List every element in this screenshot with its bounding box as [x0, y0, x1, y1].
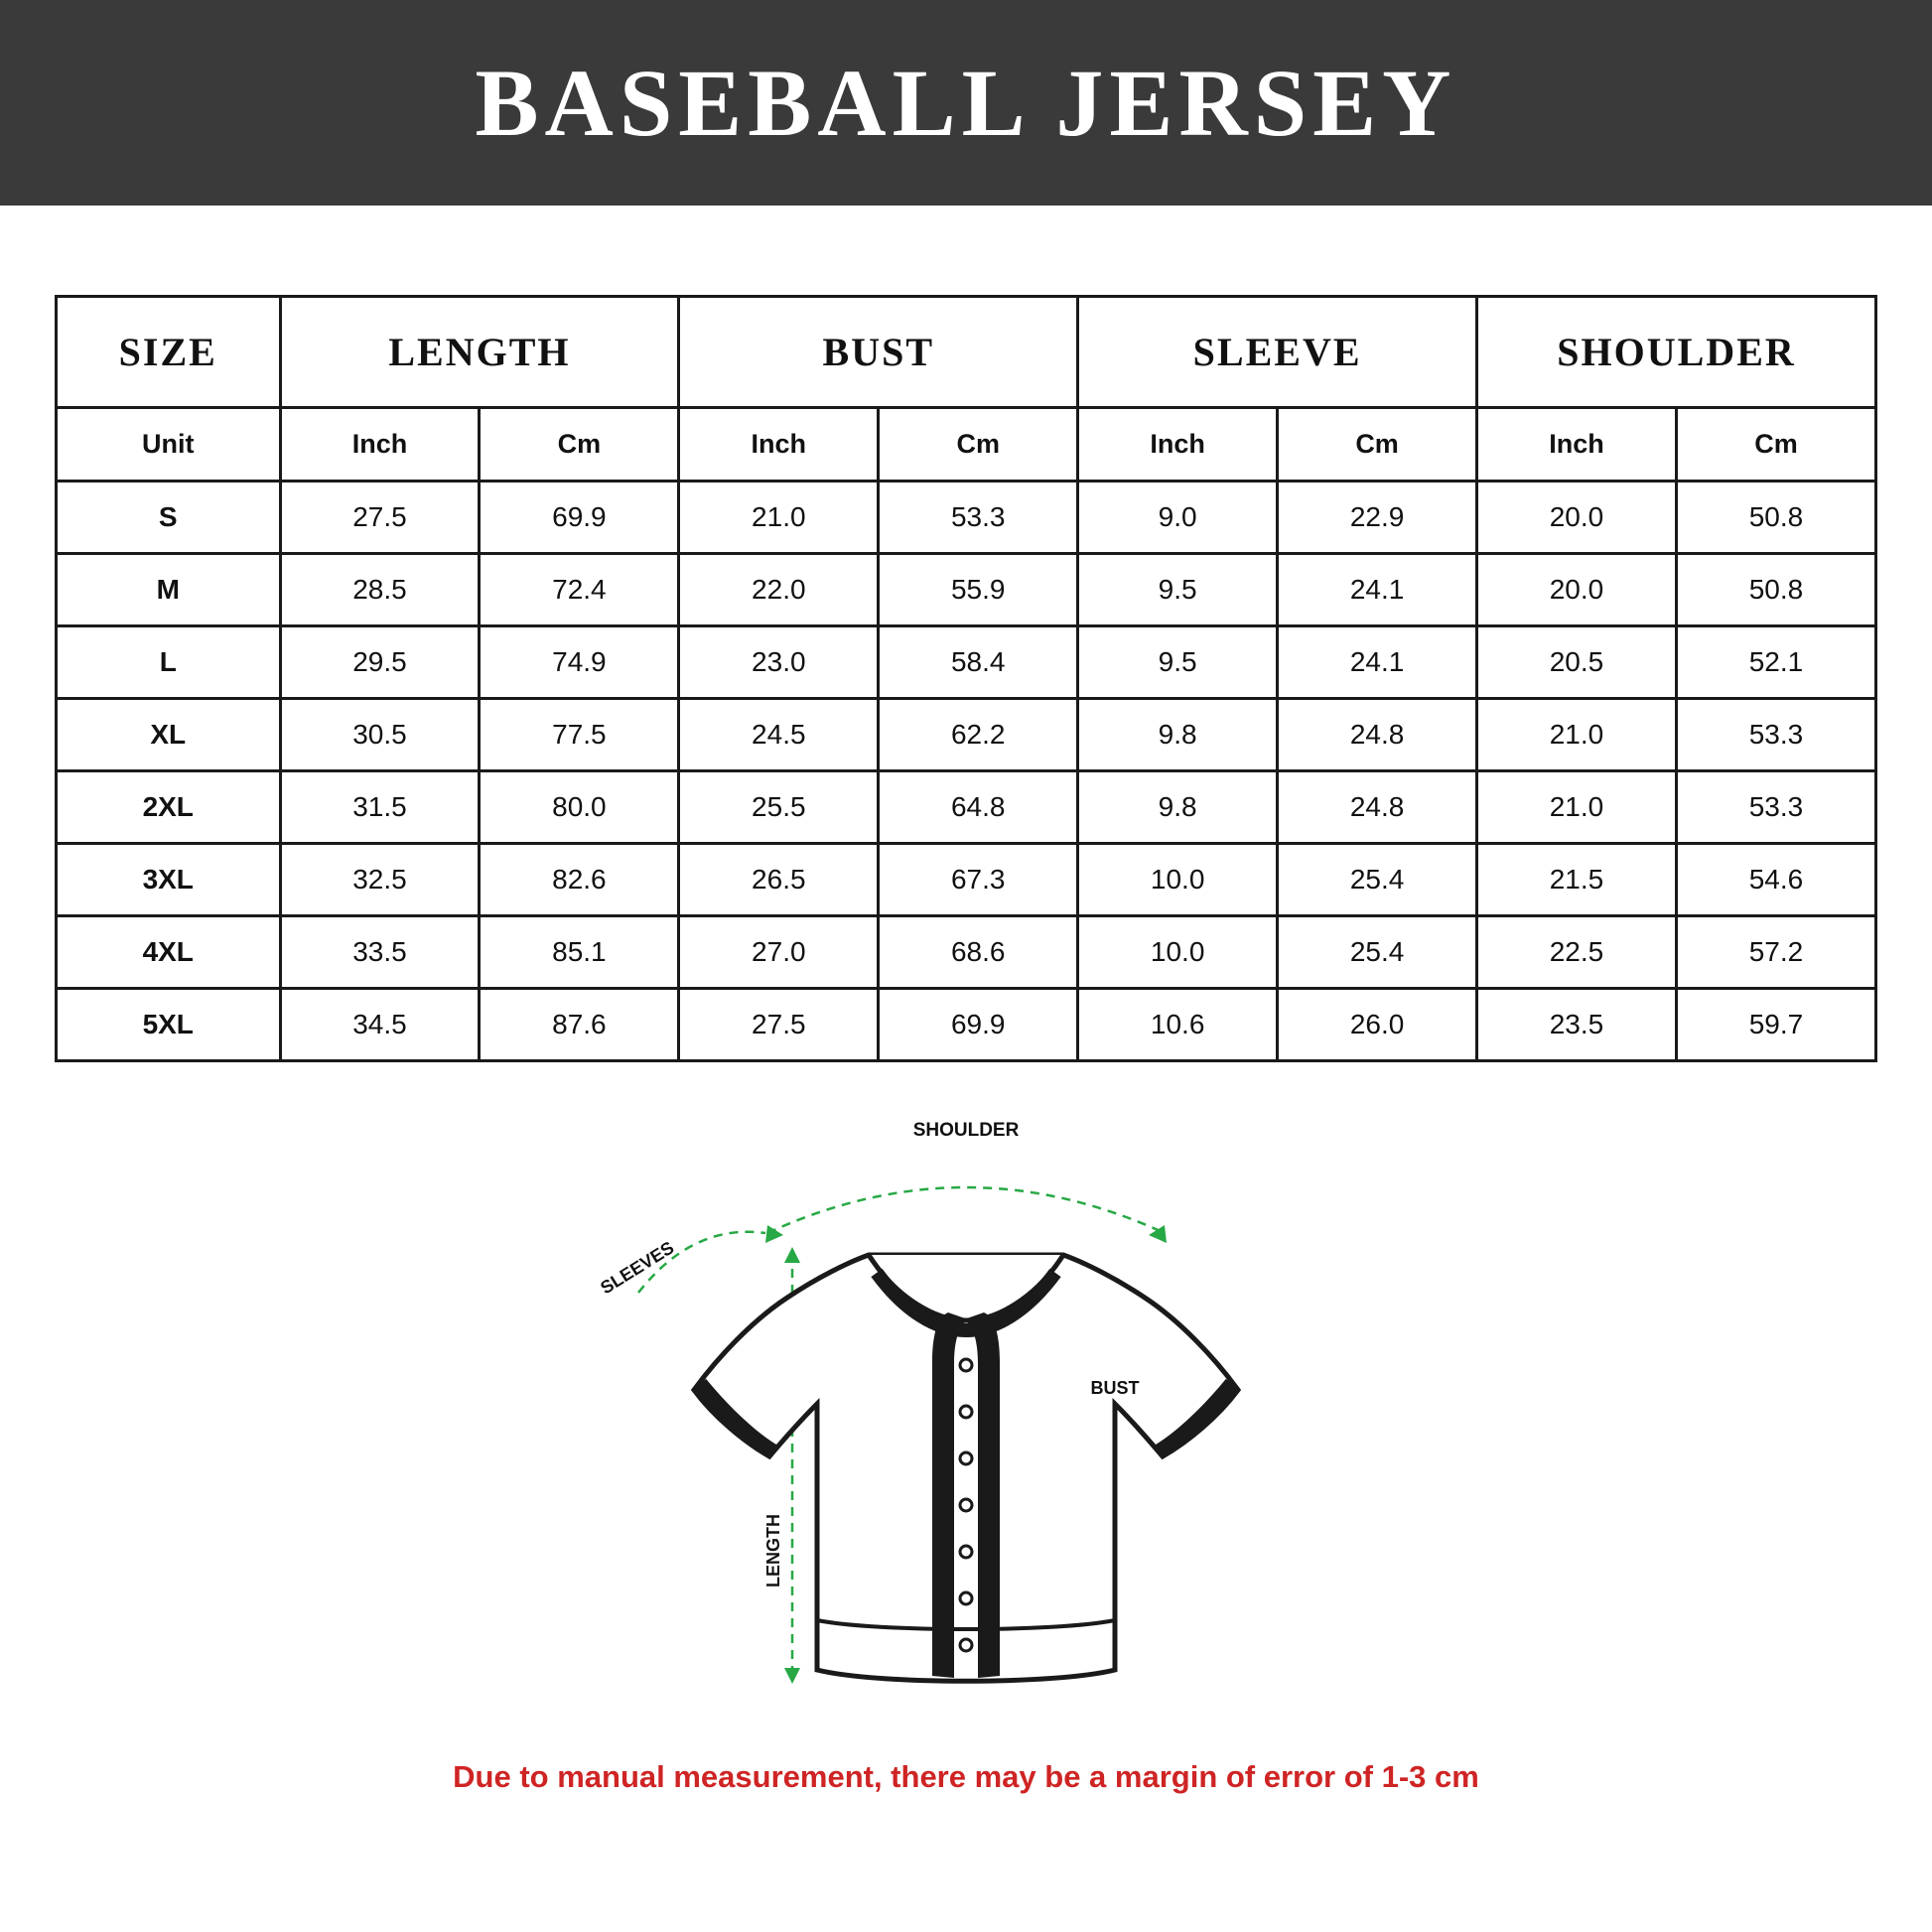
cell-sleeve-inch: 10.6: [1078, 989, 1278, 1061]
table-row: [57, 699, 1876, 771]
cell-sleeve-inch: 10.0: [1078, 844, 1278, 916]
measurement-diagram: [0, 1114, 1932, 1749]
cell-bust-inch: 27.5: [679, 989, 879, 1061]
cell-length-cm: 72.4: [480, 554, 679, 626]
header-band: [0, 0, 1932, 206]
cell-shoulder-inch: 20.0: [1477, 482, 1677, 554]
table-row: [57, 771, 1876, 844]
unit-length-cm: Cm: [480, 408, 679, 482]
table-row: [57, 482, 1876, 554]
cell-shoulder-cm: 57.2: [1676, 916, 1875, 989]
cell-bust-inch: 23.0: [679, 626, 879, 699]
measurement-note: Due to manual measurement, there may be a margin of error of 1-3 cm: [453, 1759, 1479, 1794]
cell-shoulder-inch: 22.5: [1477, 916, 1677, 989]
cell-length-cm: 74.9: [480, 626, 679, 699]
cell-length-inch: 33.5: [280, 916, 480, 989]
row-size: 3XL: [57, 844, 281, 916]
cell-length-inch: 34.5: [280, 989, 480, 1061]
unit-bust-cm: Cm: [879, 408, 1078, 482]
cell-sleeve-inch: 10.0: [1078, 916, 1278, 989]
cell-sleeve-cm: 24.1: [1278, 626, 1477, 699]
table-row: [57, 989, 1876, 1061]
cell-bust-cm: 58.4: [879, 626, 1078, 699]
size-chart-container: [0, 206, 1932, 1062]
table-unit-header-row: [57, 408, 1876, 482]
label-shoulder: SHOULDER: [912, 1120, 1020, 1141]
row-size: 4XL: [57, 916, 281, 989]
unit-sleeve-inch: Inch: [1078, 408, 1278, 482]
group-header-bust: BUST: [679, 297, 1078, 408]
cell-sleeve-cm: 26.0: [1278, 989, 1477, 1061]
cell-bust-cm: 64.8: [879, 771, 1078, 844]
cell-length-cm: 87.6: [480, 989, 679, 1061]
cell-bust-inch: 22.0: [679, 554, 879, 626]
row-size: 5XL: [57, 989, 281, 1061]
cell-length-inch: 28.5: [280, 554, 480, 626]
cell-sleeve-inch: 9.8: [1078, 699, 1278, 771]
cell-shoulder-cm: 54.6: [1676, 844, 1875, 916]
cell-bust-cm: 62.2: [879, 699, 1078, 771]
jersey-diagram-svg: [519, 1114, 1413, 1749]
table-row: [57, 916, 1876, 989]
unit-shoulder-inch: Inch: [1477, 408, 1677, 482]
cell-bust-cm: 53.3: [879, 482, 1078, 554]
cell-length-inch: 30.5: [280, 699, 480, 771]
cell-length-cm: 77.5: [480, 699, 679, 771]
unit-length-inch: Inch: [280, 408, 480, 482]
cell-shoulder-inch: 20.0: [1477, 554, 1677, 626]
cell-length-inch: 31.5: [280, 771, 480, 844]
cell-sleeve-cm: 22.9: [1278, 482, 1477, 554]
cell-bust-cm: 67.3: [879, 844, 1078, 916]
cell-bust-inch: 24.5: [679, 699, 879, 771]
cell-length-inch: 27.5: [280, 482, 480, 554]
unit-sleeve-cm: Cm: [1278, 408, 1477, 482]
cell-length-cm: 85.1: [480, 916, 679, 989]
table-row: [57, 554, 1876, 626]
cell-shoulder-cm: 53.3: [1676, 699, 1875, 771]
cell-sleeve-inch: 9.8: [1078, 771, 1278, 844]
cell-sleeve-cm: 25.4: [1278, 916, 1477, 989]
cell-bust-cm: 69.9: [879, 989, 1078, 1061]
cell-shoulder-inch: 20.5: [1477, 626, 1677, 699]
cell-shoulder-cm: 50.8: [1676, 482, 1875, 554]
cell-sleeve-inch: 9.5: [1078, 554, 1278, 626]
table-row: [57, 844, 1876, 916]
row-size: 2XL: [57, 771, 281, 844]
cell-sleeve-cm: 25.4: [1278, 844, 1477, 916]
cell-length-cm: 80.0: [480, 771, 679, 844]
cell-bust-inch: 25.5: [679, 771, 879, 844]
unit-shoulder-cm: Cm: [1676, 408, 1875, 482]
group-header-sleeve: SLEEVE: [1078, 297, 1477, 408]
unit-label: Unit: [57, 408, 281, 482]
cell-bust-inch: 27.0: [679, 916, 879, 989]
cell-length-inch: 32.5: [280, 844, 480, 916]
row-size: XL: [57, 699, 281, 771]
cell-sleeve-cm: 24.1: [1278, 554, 1477, 626]
cell-bust-inch: 21.0: [679, 482, 879, 554]
group-header-length: LENGTH: [280, 297, 679, 408]
cell-length-inch: 29.5: [280, 626, 480, 699]
cell-length-cm: 69.9: [480, 482, 679, 554]
group-header-shoulder: SHOULDER: [1477, 297, 1876, 408]
cell-sleeve-cm: 24.8: [1278, 699, 1477, 771]
unit-bust-inch: Inch: [679, 408, 879, 482]
cell-length-cm: 82.6: [480, 844, 679, 916]
row-size: S: [57, 482, 281, 554]
label-length: LENGTH: [763, 1514, 783, 1587]
cell-shoulder-inch: 23.5: [1477, 989, 1677, 1061]
label-sleeves: SLEEVES: [597, 1237, 678, 1299]
cell-bust-cm: 68.6: [879, 916, 1078, 989]
cell-shoulder-inch: 21.0: [1477, 771, 1677, 844]
cell-shoulder-cm: 53.3: [1676, 771, 1875, 844]
table-group-header-row: [57, 297, 1876, 408]
cell-bust-inch: 26.5: [679, 844, 879, 916]
cell-sleeve-inch: 9.0: [1078, 482, 1278, 554]
cell-sleeve-inch: 9.5: [1078, 626, 1278, 699]
table-row: [57, 626, 1876, 699]
cell-shoulder-inch: 21.5: [1477, 844, 1677, 916]
row-size: M: [57, 554, 281, 626]
group-header-size: SIZE: [57, 297, 281, 408]
row-size: L: [57, 626, 281, 699]
cell-shoulder-inch: 21.0: [1477, 699, 1677, 771]
label-bust: BUST: [1090, 1378, 1140, 1398]
cell-shoulder-cm: 50.8: [1676, 554, 1875, 626]
size-chart-table: [55, 295, 1877, 1062]
page-title: BASEBALL JERSEY: [475, 49, 1457, 156]
cell-bust-cm: 55.9: [879, 554, 1078, 626]
cell-shoulder-cm: 52.1: [1676, 626, 1875, 699]
cell-sleeve-cm: 24.8: [1278, 771, 1477, 844]
cell-shoulder-cm: 59.7: [1676, 989, 1875, 1061]
